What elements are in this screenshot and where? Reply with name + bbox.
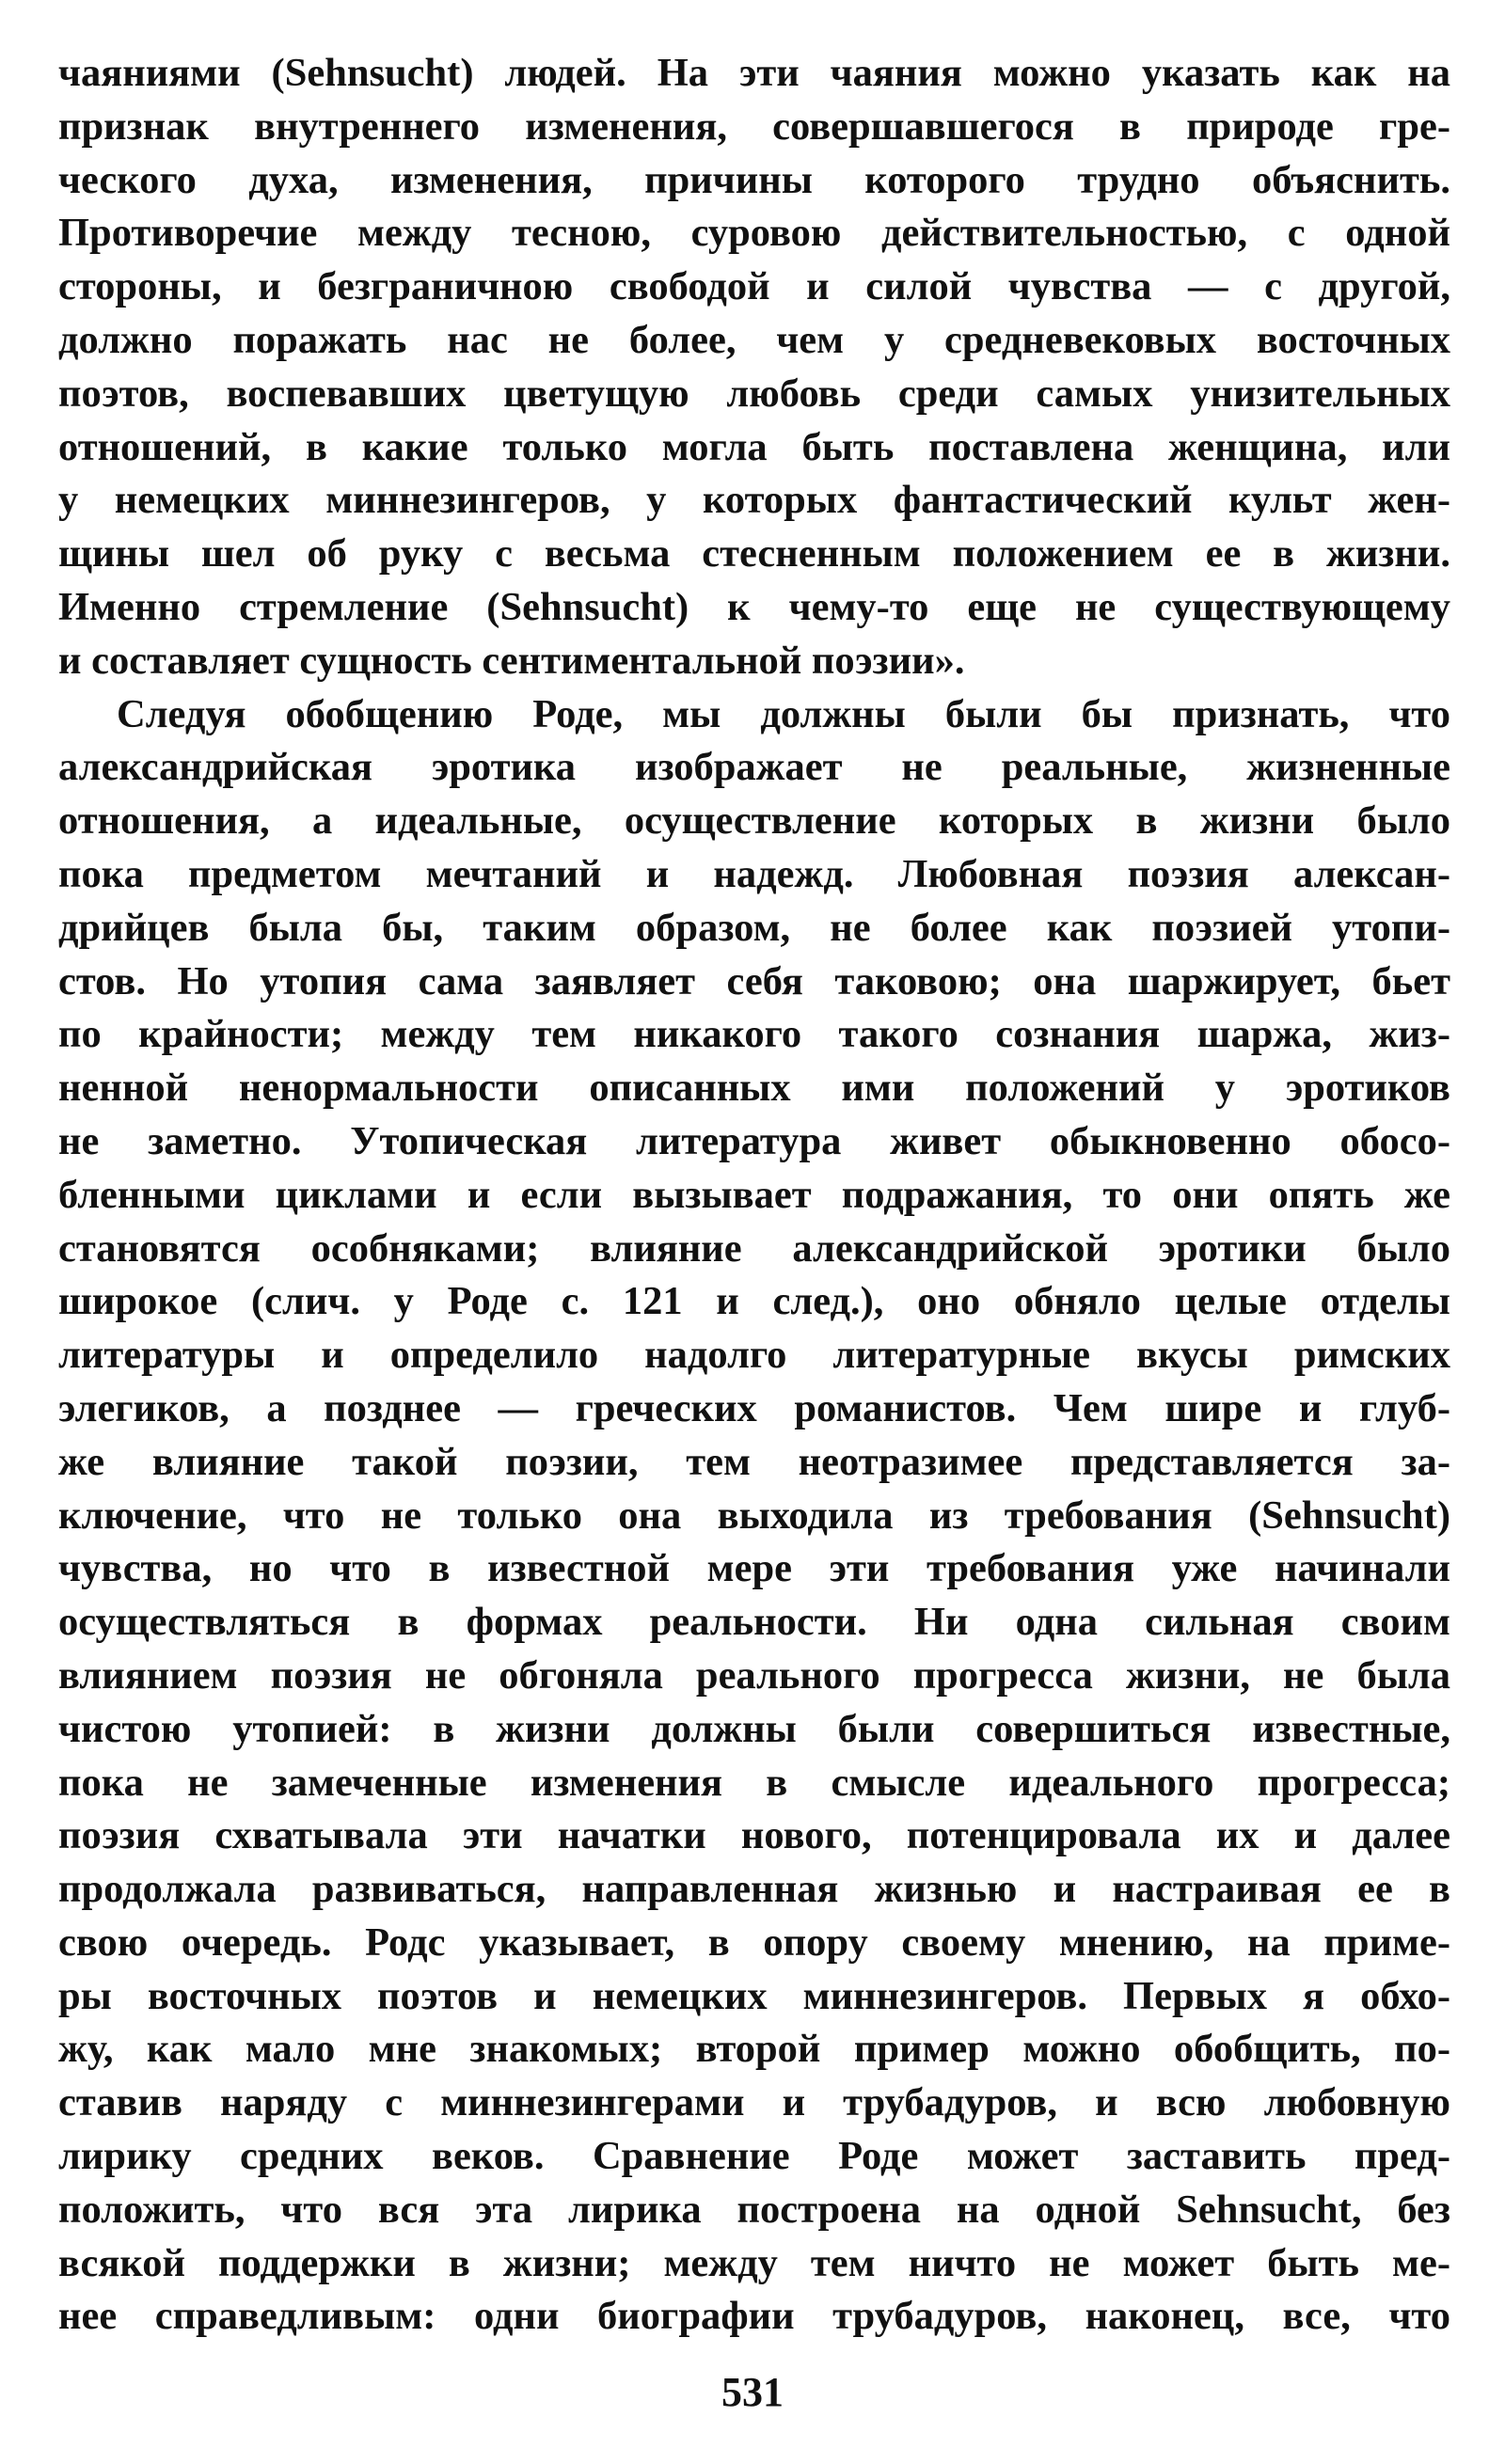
text-line: влиянием поэзия не обгоняла реального прогресса жизни, не была (58, 1652, 1450, 1698)
text-line: ческого духа, изменения, причины которого трудно объяснить. (58, 157, 1450, 202)
text-line: пока предметом мечтаний и надежд. Любовная поэзия алексан- (58, 851, 1450, 896)
text-line: Следуя обобщению Роде, мы должны были бы признать, что (117, 691, 1450, 736)
text-line: не заметно. Утопическая литература живет обыкновенно обосо- (58, 1118, 1450, 1163)
text-line: дрийцев была бы, таким образом, не более как поэзией утопи- (58, 905, 1450, 950)
text-line: ры восточных поэтов и немецких миннезингеров. Первых я обхо- (58, 1973, 1450, 2018)
text-line: бленными циклами и если вызывает подражания, то они опять же (58, 1172, 1450, 1217)
text-line: нее справедливым: одни биографии трубадуров, наконец, все, что (58, 2294, 1450, 2339)
text-line: Противоречие между тесною, суровою действительностью, с одной (58, 211, 1450, 256)
paragraph-1 (58, 47, 1450, 688)
text-line: чаяниями (Sehnsucht) людей. На эти чаяния можно указать как на (58, 51, 1450, 95)
text-line: отношений, в какие только могла быть поставлена женщина, или (58, 424, 1450, 469)
text-line: поэтов, воспевавших цветущую любовь среди самых унизительных (58, 371, 1450, 416)
text-line: жу, как мало мне знакомых; второй пример можно обобщить, по- (58, 2027, 1450, 2072)
text-line: александрийская эротика изображает не реальные, жизненные (58, 745, 1450, 790)
text-line: стороны, и безграничною свободой и силой чувства — с другой, (58, 264, 1450, 309)
paragraph-2 (58, 688, 1450, 2345)
text-line: и составляет сущность сентиментальной поэзии». (58, 638, 965, 683)
text-line: всякой поддержки в жизни; между тем ничто не может быть ме- (58, 2240, 1450, 2285)
text-line: ставив наряду с миннезингерами и трубадуров, и всю любовную (58, 2080, 1450, 2125)
text-line: поэзия схватывала эти начатки нового, потенцировала их и далее (58, 1813, 1450, 1858)
text-line: же влияние такой поэзии, тем неотразимее представляется за- (58, 1439, 1450, 1484)
text-line: отношения, а идеальные, осуществление которых в жизни было (58, 798, 1450, 844)
text-line: широкое (слич. у Роде с. 121 и след.), оно обняло целые отделы (58, 1279, 1450, 1324)
text-line: лирику средних веков. Сравнение Роде может заставить пред- (58, 2134, 1450, 2179)
text-line: должно поражать нас не более, чем у средневековых восточных (58, 317, 1450, 362)
text-line: у немецких миннезингеров, у которых фантастический культ жен- (58, 478, 1450, 523)
document-page (58, 47, 1450, 2344)
text-line: по крайности; между тем никакого такого сознания шаржа, жиз- (58, 1012, 1450, 1057)
text-line: продолжала развиваться, направленная жизнью и настраивая ее в (58, 1867, 1450, 1912)
text-line: чистою утопией: в жизни должны были совершиться известные, (58, 1706, 1450, 1751)
text-line: положить, что вся эта лирика построена на одной Sehnsucht, без (58, 2187, 1450, 2232)
text-line: стов. Но утопия сама заявляет себя таковою; она шаржирует, бьет (58, 958, 1450, 1003)
text-line: литературы и определило надолго литературные вкусы римских (58, 1333, 1450, 1378)
text-line: становятся особняками; влияние александрийской эротики было (58, 1225, 1450, 1271)
text-line: свою очередь. Родс указывает, в опору своему мнению, на приме- (58, 1919, 1450, 1965)
text-line: ключение, что не только она выходила из требования (Sehnsucht) (58, 1493, 1450, 1538)
text-line: пока не замеченные изменения в смысле идеального прогресса; (58, 1760, 1450, 1805)
page-number: 531 (721, 2369, 784, 2415)
text-line: щины шел об руку с весьма стесненным положением ее в жизни. (58, 531, 1450, 577)
text-line: чувства, но что в известной мере эти требования уже начинали (58, 1546, 1450, 1591)
text-line: осуществляться в формах реальности. Ни одна сильная своим (58, 1600, 1450, 1645)
text-line: признак внутреннего изменения, совершавшегося в природе гре- (58, 103, 1450, 149)
text-line: ненной ненормальности описанных ими положений у эротиков (58, 1066, 1450, 1111)
text-line: Именно стремление (Sehnsucht) к чему-то еще не существующему (58, 584, 1450, 629)
text-line: элегиков, а позднее — греческих романистов. Чем шире и глуб- (58, 1385, 1450, 1430)
